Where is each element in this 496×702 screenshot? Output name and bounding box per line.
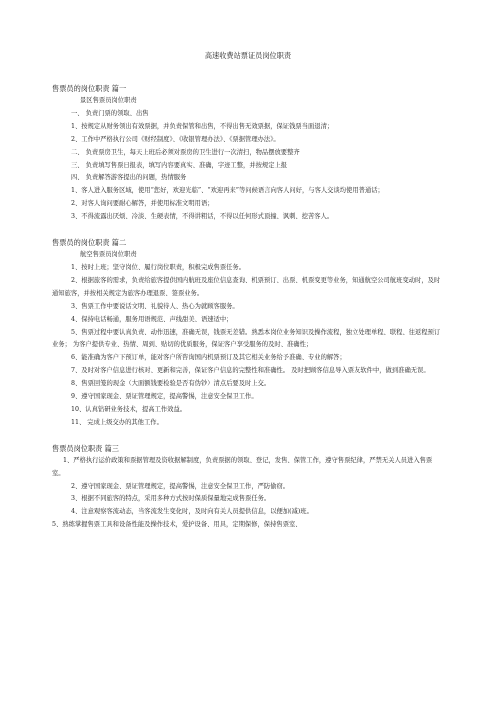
- section-3: [52, 442, 444, 532]
- paragraph-line: 2、对客人询问要耐心解答，并使用标准文明用语；: [71, 200, 214, 208]
- section-2: [52, 236, 444, 430]
- section-1: [52, 82, 444, 224]
- paragraph-line: 四、 负责解答游客提出的问题，热情服务: [71, 174, 187, 182]
- paragraph-line: 2、工作中严格执行公司《财经制度》、《收银管理办法》、《票据管理办法》。: [71, 135, 280, 143]
- paragraph-line: 7、及时对客户信息进行核对、更新和完善，保证客户信息的完整性和准确性。 及时把顾客信息导入票友软件中，做到准确无误。: [71, 367, 430, 375]
- paragraph-line: 一、 负责门票的领取、出售: [71, 109, 149, 117]
- paragraph-line: 9、遵守国家现金、票证管理规定，提高警惕，注意安全保卫工作。: [71, 393, 258, 401]
- paragraph-line: 1、客人进入服务区域，使用“您好，欢迎光临”、“欢迎再来”等问候语言向客人问好，与客人交谈均使用普通话；: [71, 187, 384, 195]
- paragraph-line: 8、售票回笼的现金（大面额钱要检验是否有伪钞）清点后要及时上交。: [71, 380, 271, 388]
- section-heading: 售票员岗位职责 篇三: [52, 443, 119, 453]
- section-gap: [52, 224, 444, 236]
- paragraph-line: 6、能准确为客户下预订单，能对客户所咨询国内机票预订及其它相关业务给予准确、专业的解答；: [71, 354, 346, 362]
- paragraph-line: 景区售票员岗位职责: [80, 97, 137, 104]
- document-body: [52, 82, 444, 532]
- paragraph-line: 5、熟练掌握售票工具和设备性能及操作技术，爱护设备、用具，定期保修，保持售票室、: [52, 521, 302, 529]
- document-title: 高速收费站票证员岗位职责: [204, 51, 292, 60]
- paragraph-line: 2、根据旅客的需求，负责给旅客提供国内航班及座位信息查询、机票预订、出票、机票变更等业务，知通航空公司航班变动时，及时通知旅客，并按相关规定为旅客办理退票、签票业务。: [52, 276, 441, 297]
- paragraph-line: 3、不得流露出厌烦、冷淡、生硬表情，不得讲粗话，不得以任何形式顶撞、讽刺、挖苦客人。: [71, 213, 334, 221]
- section-gap: [52, 430, 444, 442]
- paragraph-line: 3、售票工作中要说话文明、礼貌待人、热心为就顾客服务。: [71, 302, 239, 310]
- paragraph-line: 2、遵守国家现金、票证管理规定，提高警惕，注意安全保卫工作，严防偷窃。: [71, 482, 290, 490]
- paragraph-line: 11、 完成上级交办的其他工作。: [71, 418, 163, 426]
- paragraph-line: 10、认真钻研业务技术，提高工作效益。: [71, 405, 187, 413]
- paragraph-line: 1、按时上班；坚守岗位、履行岗位职责，积极完成售票任务。: [71, 263, 246, 271]
- paragraph-line: 1、严格执行运价政策和票据管理及资收据解制度，负责票据的领取、登记，发售、保管工作，遵守售票纪律，严禁无关人员进入售票室。: [52, 456, 433, 477]
- paragraph-line: 4、保持电话畅通，服务用语规范、声线甜美、语速适中；: [71, 315, 233, 323]
- paragraph-line: 3、根据不同旅客的特点，采用多种方式按时保质保量地完成售票任务。: [71, 495, 271, 503]
- paragraph-line: 二、 负责票房卫生，每天上班后必须对票房的卫生进行一次清扫，物品摆放要整齐: [71, 148, 300, 156]
- paragraph-line: 航空售票员岗位职责: [80, 251, 137, 259]
- paragraph-line: 1、按规定从财务领出有效票据，并负责保管和出售，不得出售无效票据，保证钱票当面退清；: [71, 122, 334, 130]
- paragraph-line: 4、注意观察客流动态，当客流发生变化时，及时向有关人员提供信息，以便加(减)班。: [71, 508, 313, 516]
- paragraph-line: 5、售票过程中要认真负责、动作迅速，准确无误，钱票无差错。熟悉本岗位业务知识及操作流程，独立处理单程、联程、往返程预订业务； 为客户提供专业、热情、周到、贴切的优质服务，保证客户享受服务的及时、准确性；: [52, 328, 441, 349]
- paragraph-line: 三、 负责填写售票日报表，填写内容要真实、准确，字迹工整，并按规定上报: [71, 161, 288, 169]
- section-heading: 售票员的岗位职责 篇二: [52, 238, 127, 248]
- section-heading: 售票员的岗位职责 篇一: [52, 84, 127, 93]
